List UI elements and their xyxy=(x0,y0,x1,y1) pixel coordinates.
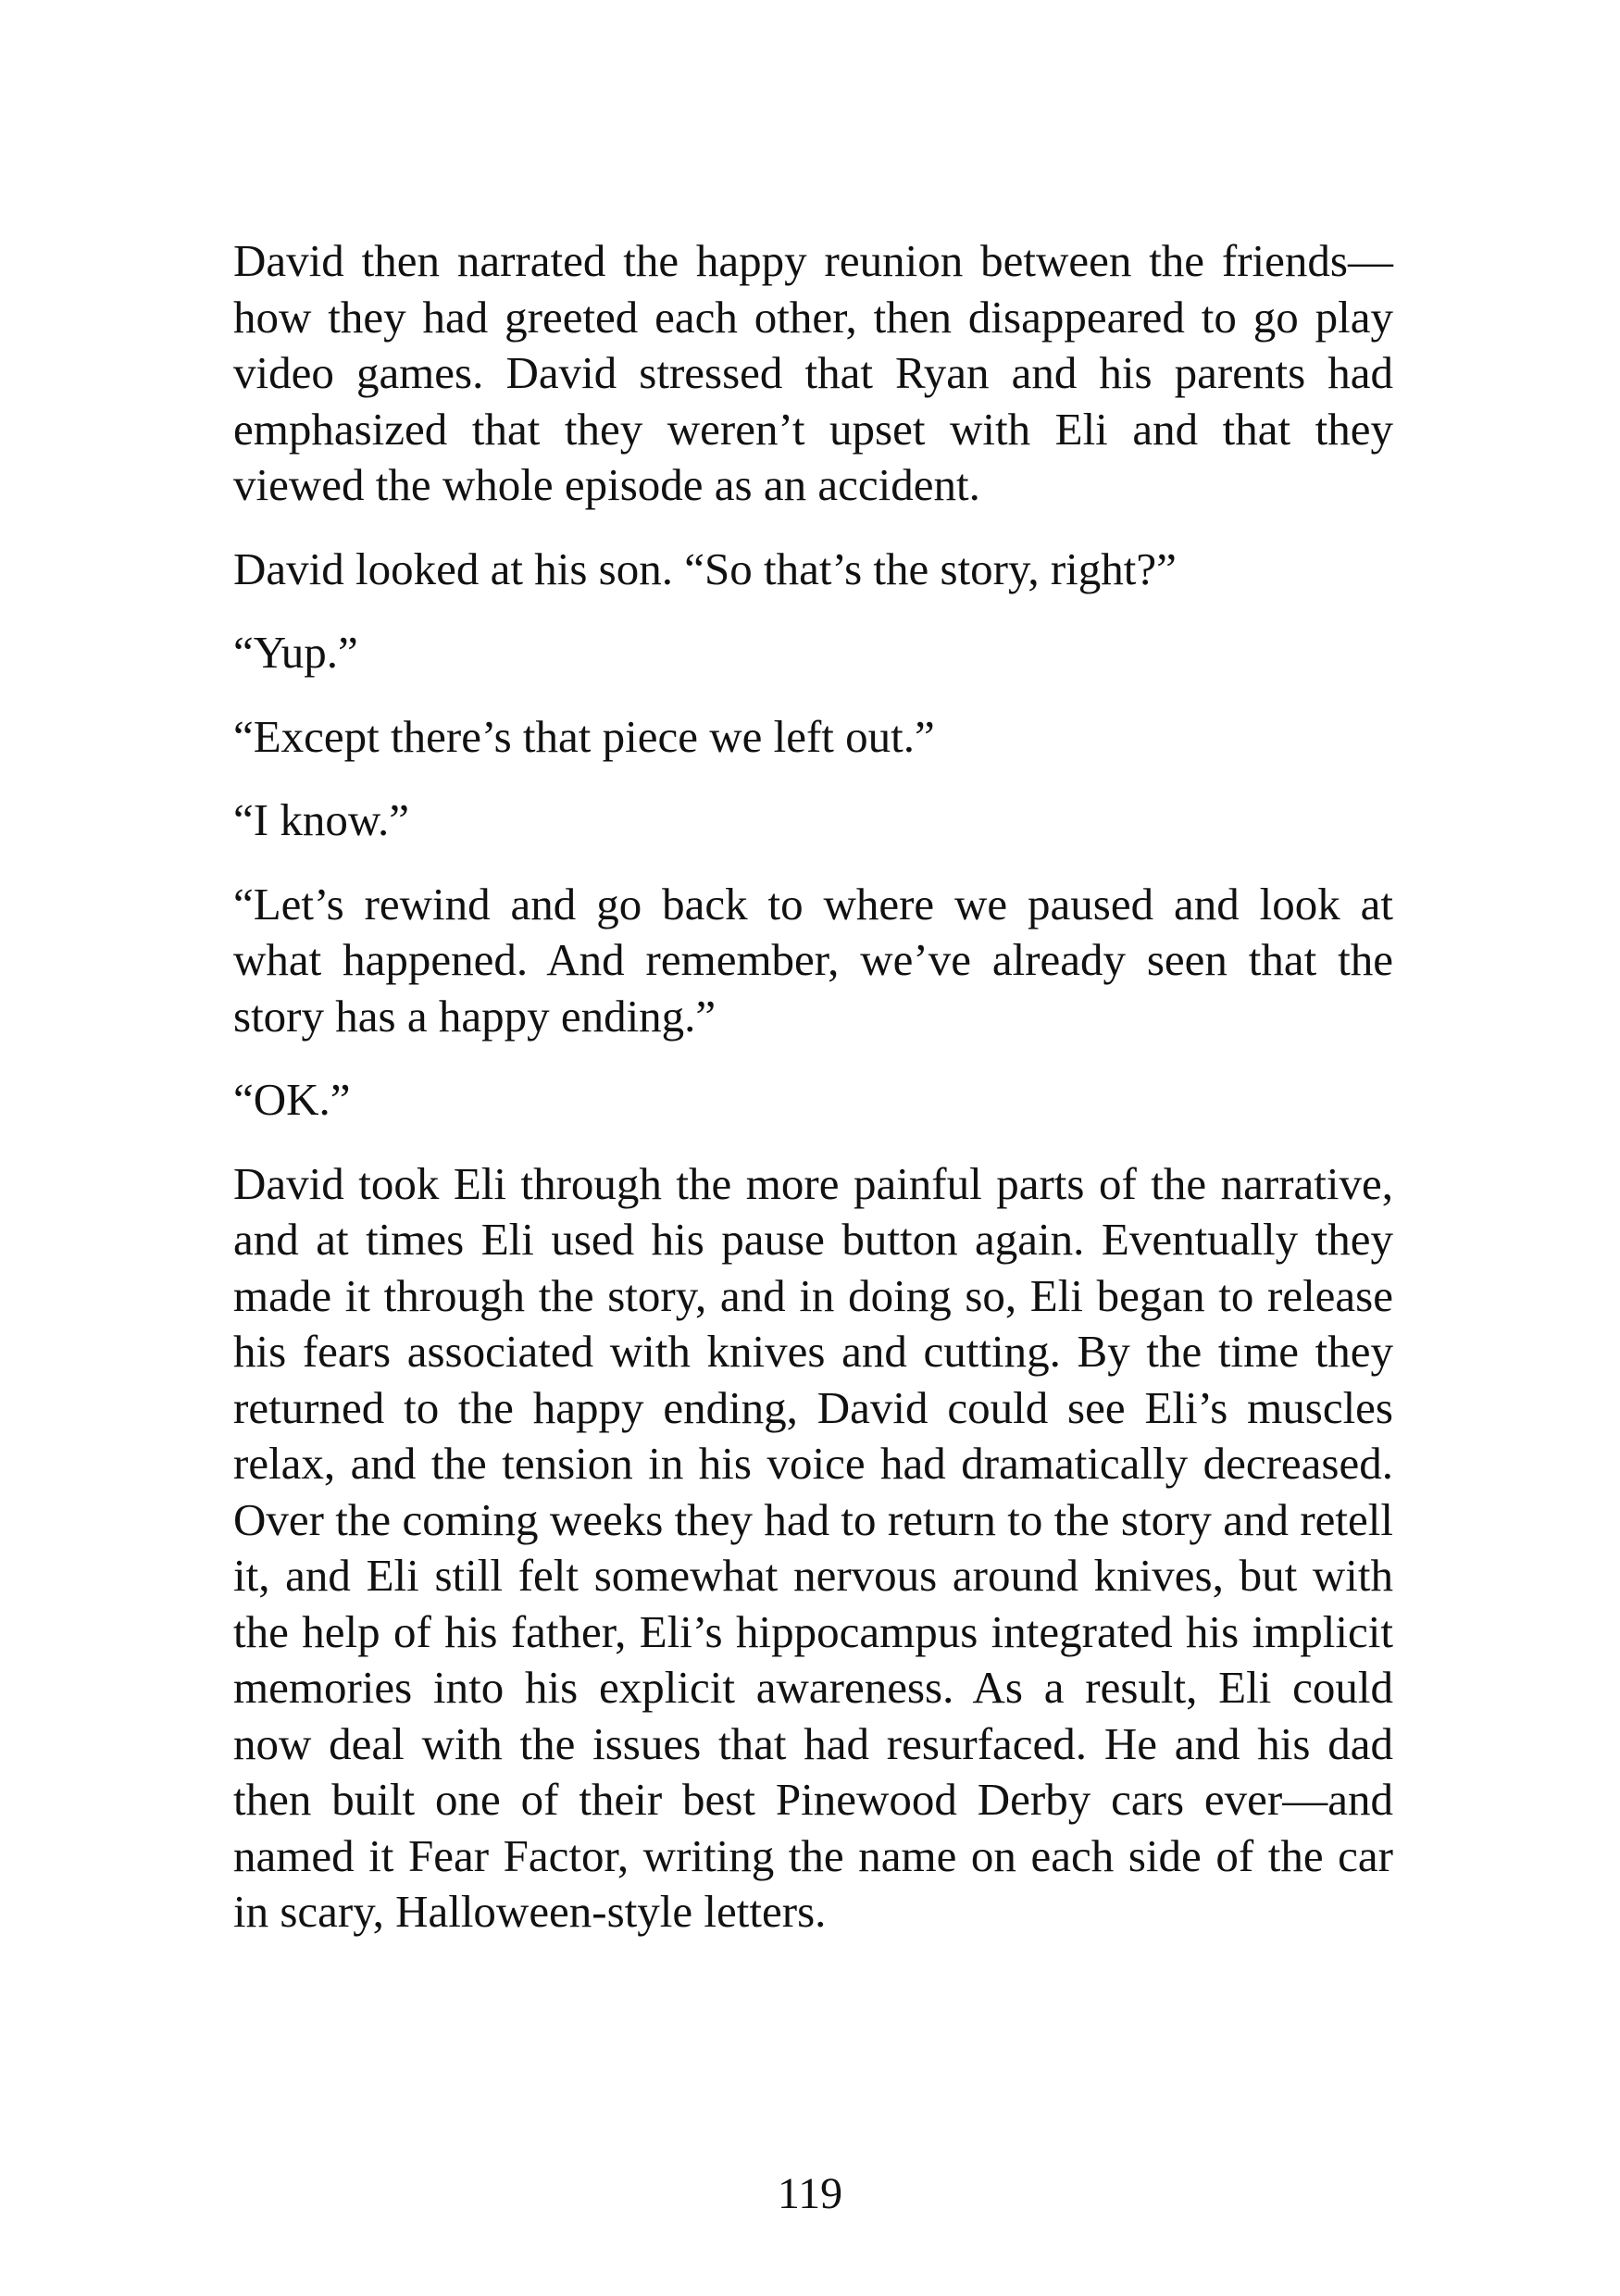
paragraph: “Except there’s that piece we left out.” xyxy=(233,710,935,762)
body-text xyxy=(233,233,1393,1968)
paragraph: David took Eli through the more painful parts of the narrative, and at times Eli used his pause button again. Eventually they made it through the story, and in doing so, Eli began to release his fears associated with knives and cutting. By the time they returned to the happy ending, David could see Eli’s muscles relax, and the tension in his voice had dramatically decreased. Over the coming weeks they had to return to the story and retell it, and Eli still felt somewhat nervous around knives, but with the help of his father, Eli’s hippocampus integrated his implicit memories into his explicit awareness. As a result, Eli could now deal with the issues that had resurfaced. He and his dad then built one of their best Pinewood Derby cars ever—and named it Fear Factor, writing the name on each side of the car in scary, Halloween-style letters. xyxy=(233,1157,1393,1937)
paragraph: David then narrated the happy reunion between the friends—how they had greeted each other, then disappeared to go play video games. David stressed that Ryan and his parents had emphasized that they weren’t upset with Eli and that they viewed the whole episode as an accident. xyxy=(233,235,1393,510)
paragraph: “OK.” xyxy=(233,1074,351,1125)
paragraph: “Let’s rewind and go back to where we paused and look at what happened. And remember, we’ve already seen that the story has a happy ending.” xyxy=(233,878,1393,1042)
paragraph: David looked at his son. “So that’s the story, right?” xyxy=(233,543,1177,594)
paragraph: “I know.” xyxy=(233,794,410,845)
paragraph: “Yup.” xyxy=(233,627,358,678)
page-number: 119 xyxy=(777,2169,843,2218)
